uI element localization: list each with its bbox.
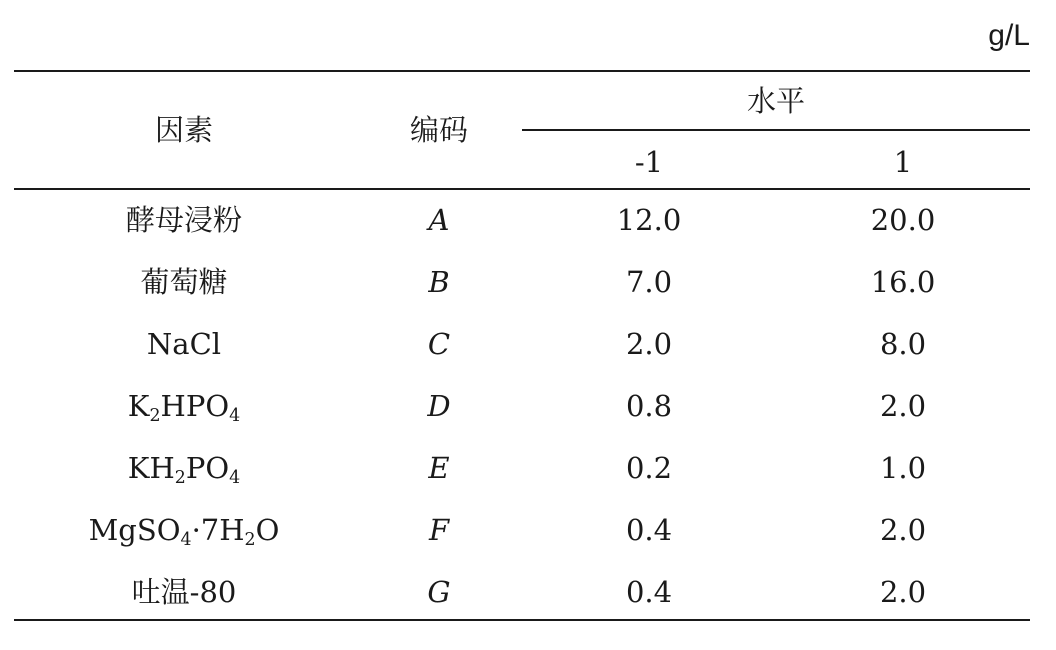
factor-name: $MgSO_4\cdot 7H_2O$	[88, 513, 280, 550]
factor-code: C	[427, 327, 451, 361]
factor-name: NaCl	[146, 327, 222, 361]
table-top-rule	[14, 70, 1030, 72]
header-level-low: -1	[634, 145, 664, 179]
level-low-value: 2.0	[625, 327, 673, 361]
level-low-value: 0.4	[625, 513, 673, 547]
level-high-value: 16.0	[870, 265, 936, 299]
factor-code: F	[428, 513, 450, 547]
level-high-value: 20.0	[870, 203, 936, 237]
factor-name: 葡萄糖	[140, 265, 228, 299]
factor-code: A	[428, 203, 450, 237]
factor-code: E	[428, 451, 450, 485]
unit-label: g/L	[988, 19, 1030, 52]
level-high-value: 1.0	[879, 451, 927, 485]
header-factor: 因素	[154, 113, 213, 147]
level-low-value: 0.2	[625, 451, 673, 485]
factor-name: 酵母浸粉	[125, 203, 242, 237]
factor-code: D	[427, 389, 451, 423]
level-low-value: 12.0	[616, 203, 682, 237]
factor-name: 吐温-80	[131, 575, 237, 609]
factor-code: B	[428, 265, 450, 299]
level-high-value: 2.0	[879, 513, 927, 547]
level-header-rule	[522, 129, 1030, 131]
table-row	[0, 386, 1056, 426]
level-low-value: 0.4	[625, 575, 673, 609]
table-bottom-rule	[14, 619, 1030, 621]
level-high-value: 8.0	[879, 327, 927, 361]
level-low-value: 0.8	[625, 389, 673, 423]
factor-name: $K_2HPO_4$	[127, 389, 241, 426]
table-row	[0, 200, 1056, 240]
header-level-high: 1	[893, 145, 913, 179]
header-code: 编码	[409, 113, 468, 147]
level-high-value: 2.0	[879, 575, 927, 609]
table-row	[0, 262, 1056, 302]
table-row	[0, 324, 1056, 364]
table-row	[0, 510, 1056, 550]
factor-name: $KH_2PO_4$	[127, 451, 241, 488]
header-bottom-rule	[14, 188, 1030, 190]
table-row	[0, 572, 1056, 612]
level-low-value: 7.0	[625, 265, 673, 299]
factor-code: G	[427, 575, 451, 609]
table-row	[0, 448, 1056, 488]
header-level: 水平	[746, 84, 805, 118]
level-high-value: 2.0	[879, 389, 927, 423]
